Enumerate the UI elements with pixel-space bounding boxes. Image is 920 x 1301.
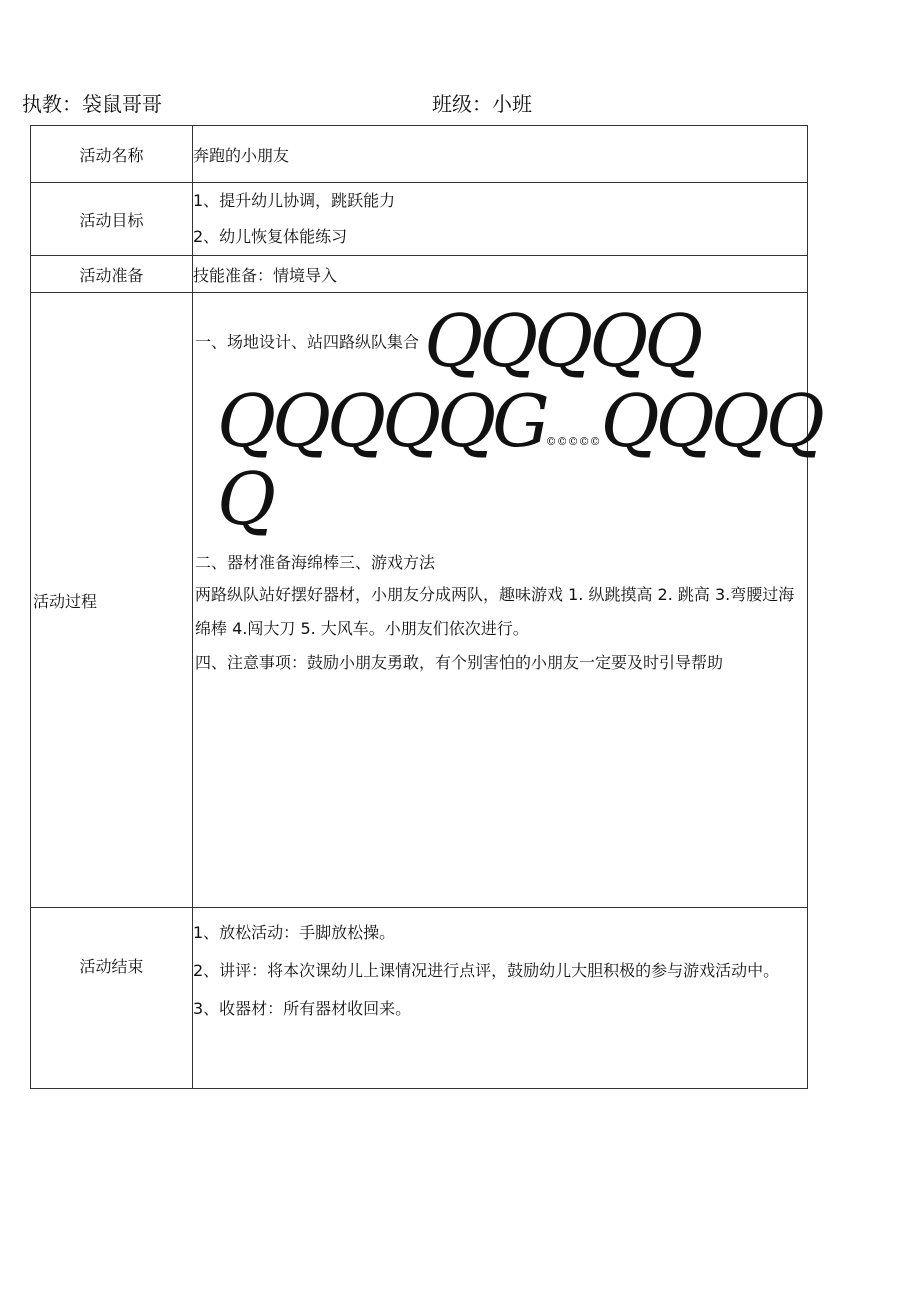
goal-item: 1、提升幼儿协调，跳跃能力 (193, 191, 396, 210)
activity-end-label: 活动结束 (31, 908, 193, 1089)
goal-item: 2、幼儿恢复体能练习 (193, 227, 348, 246)
row-activity-prep (31, 256, 808, 293)
activity-prep-label: 活动准备 (31, 256, 193, 293)
activity-prep-value: 技能准备：情境导入 (193, 256, 808, 293)
activity-name-value: 奔跑的小朋友 (193, 126, 808, 183)
activity-name-label: 活动名称 (31, 126, 193, 183)
activity-process-label: 活动过程 (31, 293, 193, 908)
row-activity-end (31, 908, 808, 1089)
process-step4: 四、注意事项：鼓励小朋友勇敢，有个别害怕的小朋友一定要及时引导帮助 (195, 653, 724, 672)
formation-row-2a: QQQQQG (217, 379, 546, 463)
formation-row-3: Q (217, 457, 273, 541)
end-item: 3、收器材：所有器材收回来。 (193, 999, 412, 1018)
activity-process-value (193, 293, 821, 908)
process-step1-row (195, 299, 700, 383)
process-step1: 一、场地设计、站四路纵队集合 (195, 332, 420, 352)
lesson-plan-table (30, 125, 821, 1089)
activity-end-value (193, 908, 808, 1089)
row-activity-name (31, 126, 808, 183)
row-activity-goal (31, 183, 808, 256)
activity-goal-label: 活动目标 (31, 183, 193, 256)
end-item: 2、讲评：将本次课幼儿上课情况进行点评，鼓励幼儿大胆积极的参与游戏活动中。 (193, 961, 780, 980)
teacher-label: 执教：袋鼠哥哥 (22, 92, 162, 116)
class-label: 班级：小班 (432, 92, 532, 116)
process-text-block (195, 548, 807, 680)
activity-goal-value (193, 183, 808, 256)
process-step2-desc: 两路纵队站好摆好器材，小朋友分成两队，趣味游戏 1. 纵跳摸高 2. 跳高 3.弯腰过海绵棒 4.闯大刀 5. 大风车。小朋友们依次进行。 (195, 585, 795, 638)
formation-small-marks: ©©©©© (545, 435, 601, 448)
formation-row-2b: QQQQ (600, 379, 821, 463)
formation-row-2 (217, 379, 821, 463)
end-item: 1、放松活动：手脚放松操。 (193, 923, 396, 942)
process-step2: 二、器材准备海绵棒三、游戏方法 (195, 553, 436, 572)
row-activity-process (31, 293, 808, 908)
formation-row-1: QQQQQ (424, 299, 700, 383)
formation-row-3-wrap (217, 457, 273, 541)
